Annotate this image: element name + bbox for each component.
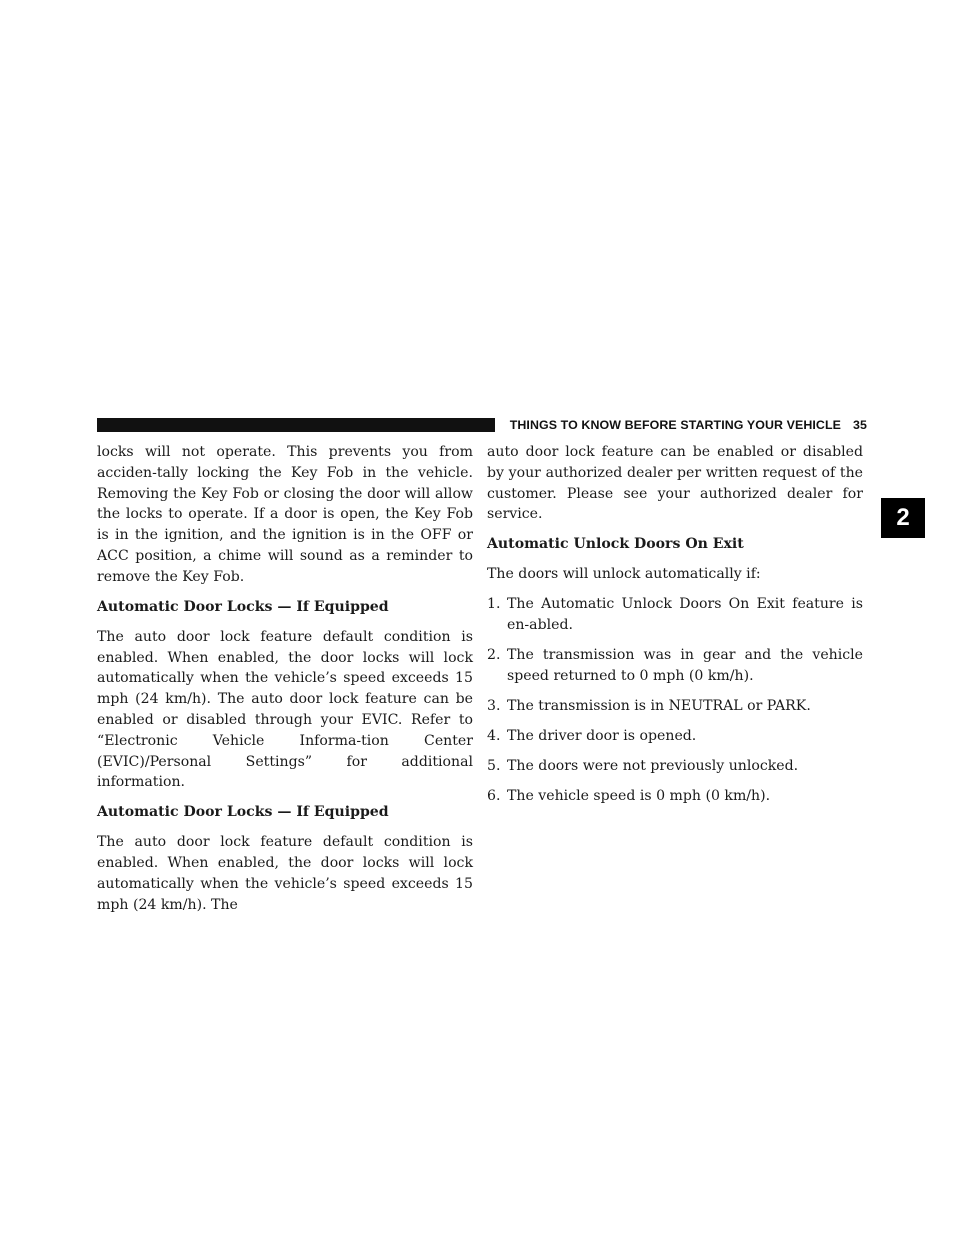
running-header [503, 416, 867, 434]
paragraph: The auto door lock feature default condition is enabled. When enabled, the door locks will lock automatically when the vehicle’s speed exceeds 15 mph (24 km/h). The [97, 834, 473, 913]
list-item-text: The vehicle speed is 0 mph (0 km/h). [507, 787, 771, 804]
section-title: THINGS TO KNOW BEFORE STARTING YOUR VEHICLE [509, 418, 842, 432]
left-column [97, 442, 473, 925]
list-item-text: The transmission is in NEUTRAL or PARK. [507, 697, 811, 714]
list-item-number: 3. [487, 697, 501, 714]
list-item [487, 696, 863, 717]
list-item-text: The driver door is opened. [507, 727, 697, 744]
list-item [487, 726, 863, 747]
list-item [487, 645, 863, 687]
list-item-number: 6. [487, 787, 501, 804]
page-number: 35 [853, 418, 867, 432]
paragraph: auto door lock feature can be enabled or disabled by your authorized dealer per written request of the customer. Please see your authorized dealer for service. [487, 444, 863, 523]
list-item-text: The transmission was in gear and the vehicle speed returned to 0 mph (0 km/h). [507, 647, 863, 684]
list-item-number: 5. [487, 757, 501, 774]
paragraph: locks will not operate. This prevents you from acciden-tally locking the Key Fob in the vehicle. Removing the Key Fob or closing the door will allow the locks to operate. If a door is open, the Key Fob is in the ignition, and the ignition is in the OFF or ACC position, a chime will sound as a reminder to remove the Key Fob. [97, 444, 473, 585]
chapter-tab: 2 [881, 498, 925, 538]
list-item-number: 1. [487, 596, 501, 613]
list-item [487, 786, 863, 807]
section-heading: Automatic Unlock Doors On Exit [487, 536, 744, 553]
paragraph: The doors will unlock automatically if: [487, 566, 761, 583]
list-item-text: The Automatic Unlock Doors On Exit feature is en-abled. [507, 596, 863, 634]
list-item [487, 756, 863, 777]
list-item-text: The doors were not previously unlocked. [507, 757, 799, 774]
list-item [487, 594, 863, 636]
paragraph: The auto door lock feature default condition is enabled. When enabled, the door locks will lock automatically when the vehicle’s speed exceeds 15 mph (24 km/h). The auto door lock feature can be enabled or disabled through your EVIC. Refer to “Electronic Vehicle Informa-tion Center (EVIC)/Personal Settings” for additional information. [97, 628, 473, 791]
section-heading: Automatic Door Locks — If Equipped [97, 598, 389, 615]
right-column [487, 442, 863, 816]
section-heading: Automatic Door Locks — If Equipped [97, 804, 389, 821]
list-item-number: 2. [487, 647, 501, 664]
list-item-number: 4. [487, 727, 501, 744]
header-rule-bar [97, 418, 495, 432]
unlock-conditions-list [487, 594, 863, 806]
